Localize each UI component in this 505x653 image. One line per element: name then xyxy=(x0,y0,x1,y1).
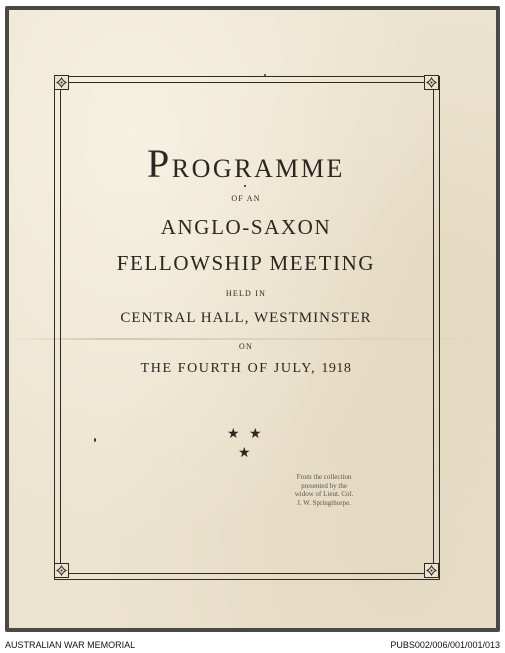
corner-ornament-icon xyxy=(424,563,439,578)
title-rest: ROGRAMME xyxy=(171,154,345,183)
programme-title xyxy=(60,140,432,187)
star-icon: ★ xyxy=(249,427,262,442)
footer-reference: PUBS002/006/001/001/013 xyxy=(390,640,500,650)
corner-ornament-icon xyxy=(54,75,69,90)
stamp-line: From the collection xyxy=(296,473,352,481)
date-text: THE FOURTH OF JULY, xyxy=(140,361,322,376)
star-icon: ★ xyxy=(238,446,251,461)
fellowship-meeting-heading: FELLOWSHIP MEETING xyxy=(116,251,376,275)
ink-dot xyxy=(244,185,246,187)
venue-text: CENTRAL HALL, WESTMINSTER xyxy=(120,310,372,326)
corner-ornament-icon xyxy=(54,563,69,578)
corner-ornament-icon xyxy=(424,75,439,90)
paper-speck xyxy=(264,74,266,76)
stamp-line: J. W. Springthorpe. xyxy=(297,498,351,507)
footer-source: AUSTRALIAN WAR MEMORIAL xyxy=(5,640,136,650)
stamp-line: widow of Lieut. Col. xyxy=(294,490,354,498)
held-in-text: HELD IN xyxy=(225,289,267,298)
star-icon: ★ xyxy=(227,427,240,442)
of-an-text: OF AN xyxy=(231,194,261,203)
date-year: 1918 xyxy=(321,361,352,376)
collection-stamp xyxy=(280,473,368,507)
star-ornament xyxy=(222,428,272,468)
title-initial: P xyxy=(147,141,172,186)
anglo-saxon-heading: ANGLO-SAXON xyxy=(160,215,332,239)
paper-speck xyxy=(94,438,96,442)
stamp-line: presented by the xyxy=(301,481,347,490)
on-text: ON xyxy=(239,342,253,351)
meeting-date xyxy=(60,361,432,377)
